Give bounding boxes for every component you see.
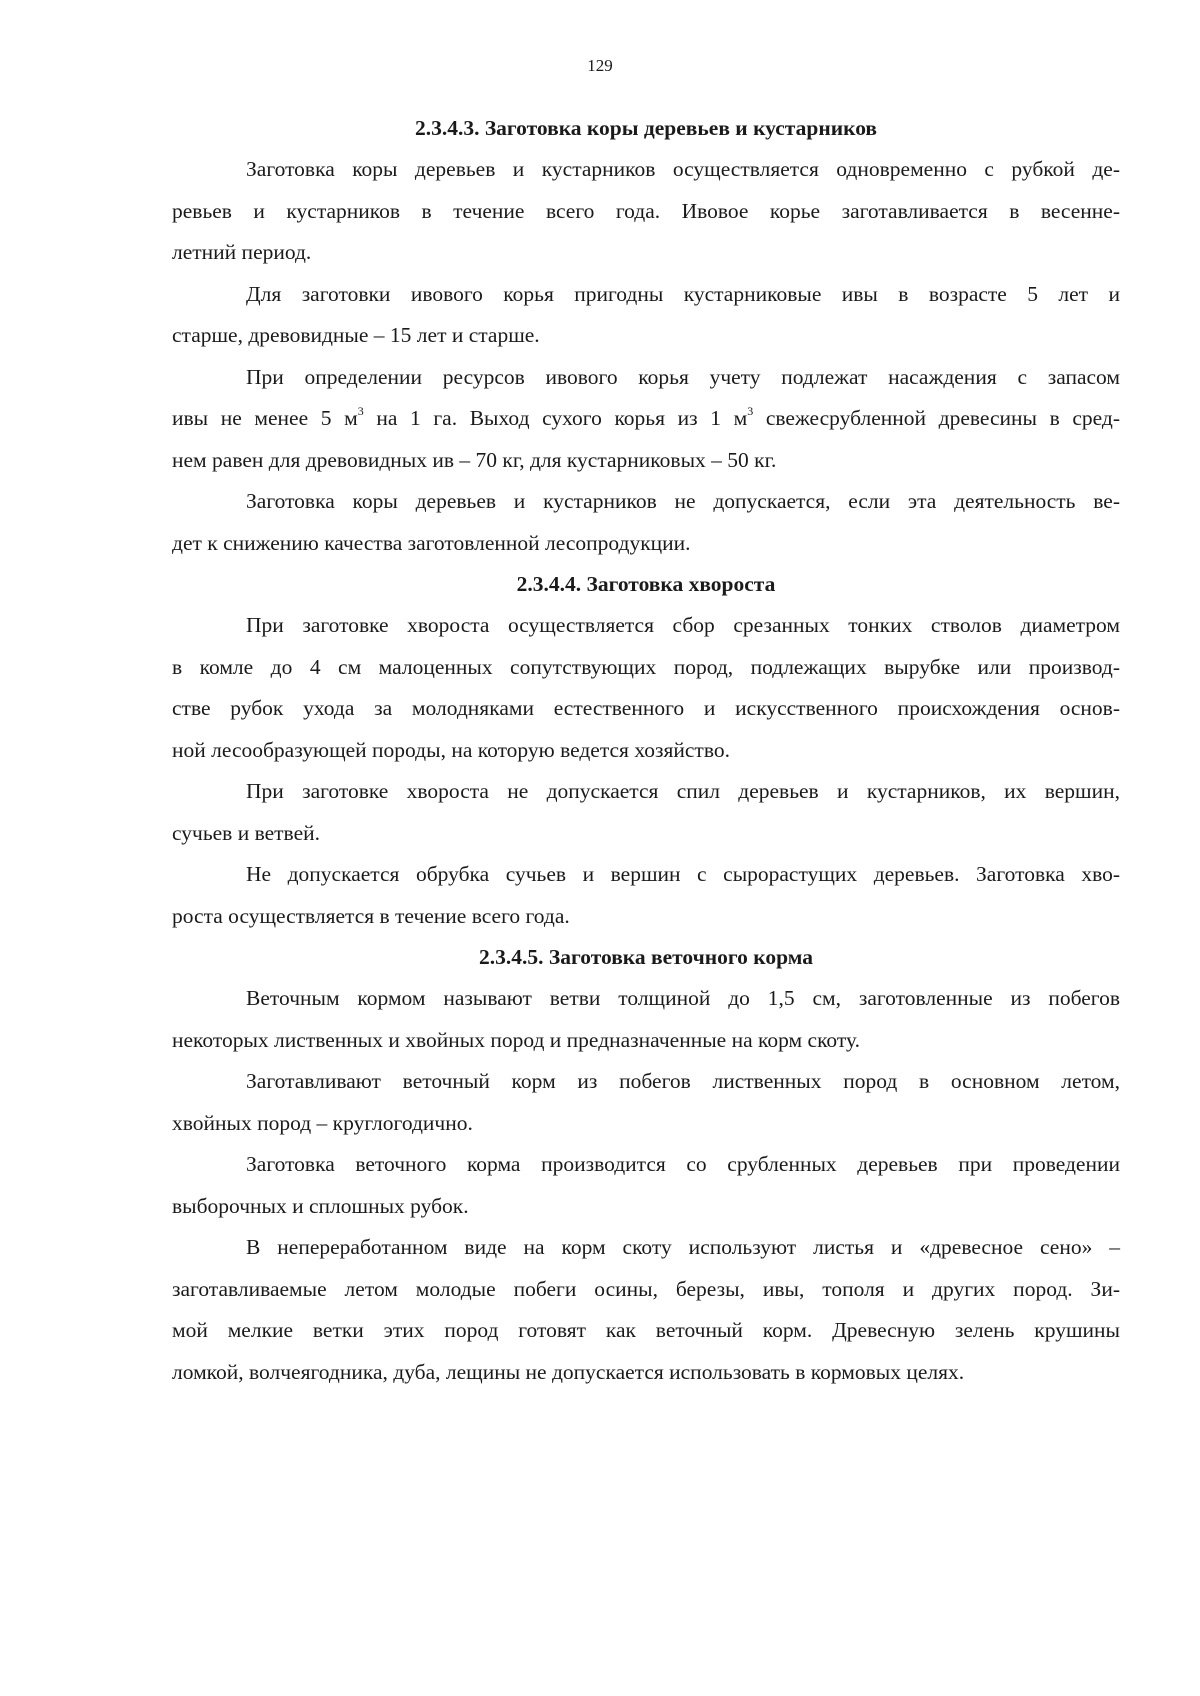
- text-line: Заготовка коры деревьев и кустарников не допускается, если эта деятельность ве-: [246, 489, 1120, 513]
- text-line: заготавливаемые летом молодые побеги осины, березы, ивы, тополя и других пород. Зи-: [172, 1276, 1120, 1301]
- paragraph: [172, 854, 1120, 937]
- paragraph: [172, 605, 1120, 771]
- text-line: При заготовке хвороста не допускается спил деревьев и кустарников, их вершин,: [246, 779, 1120, 803]
- text-line: При заготовке хвороста осуществляется сбор срезанных тонких стволов диаметром: [246, 613, 1120, 637]
- paragraph: [172, 357, 1120, 482]
- text-line: выборочных и сплошных рубок.: [172, 1193, 469, 1218]
- text-line: ревьев и кустарников в течение всего года. Ивовое корье заготавливается в весенне-: [172, 198, 1120, 223]
- text-fragment: на 1 га. Выход сухого корья из 1 м: [363, 406, 748, 430]
- paragraph: [172, 1061, 1120, 1144]
- paragraph: [172, 481, 1120, 564]
- text-line: Заготовка коры деревьев и кустарников осуществляется одновременно с рубкой де-: [246, 157, 1120, 181]
- text-line: хвойных пород – круглогодично.: [172, 1110, 473, 1135]
- text-line: мой мелкие ветки этих пород готовят как веточный корм. Древесную зелень крушины: [172, 1318, 1120, 1342]
- text-line: старше, древовидные – 15 лет и старше.: [172, 323, 540, 347]
- text-line: стве рубок ухода за молодняками естественного и искусственного происхождения основ-: [172, 696, 1120, 720]
- text-line: Заготовка веточного корма производится со срубленных деревьев при проведении: [246, 1152, 1120, 1176]
- paragraph: [172, 771, 1120, 854]
- text-line: некоторых лиственных и хвойных пород и предназначенные на корм скоту.: [172, 1027, 860, 1052]
- text-line: в комле до 4 см малоценных сопутствующих пород, подлежащих вырубке или производ-: [172, 654, 1120, 679]
- paragraph: [172, 274, 1120, 357]
- text-line: ломкой, волчеягодника, дуба, лещины не допускается использовать в кормовых целях.: [172, 1359, 965, 1384]
- superscript: 3: [357, 404, 364, 418]
- section-title-bark: 2.3.4.3. Заготовка коры деревьев и кустарников: [414, 116, 878, 140]
- text-fragment: свежесрубленной древесины в сред-: [753, 406, 1120, 430]
- text-fragment: ивы не менее 5 м: [172, 406, 358, 430]
- paragraph: [172, 1227, 1120, 1393]
- text-line: Заготавливают веточный корм из побегов лиственных пород в основном летом,: [246, 1069, 1120, 1093]
- section-title-twig-fodder: 2.3.4.5. Заготовка веточного корма: [479, 945, 813, 969]
- text-line: сучьев и ветвей.: [172, 820, 320, 845]
- paragraph: [172, 978, 1120, 1061]
- text-line: При определении ресурсов ивового корья учету подлежат насаждения с запасом: [246, 364, 1120, 389]
- text-line: В непереработанном виде на корм скоту используют листья и «древесное сено» –: [246, 1235, 1120, 1259]
- page-number: 129: [587, 56, 613, 75]
- text-line: дет к снижению качества заготовленной лесопродукции.: [172, 530, 691, 555]
- text-line: Для заготовки ивового корья пригодны кустарниковые ивы в возрасте 5 лет и: [246, 281, 1120, 306]
- paragraph: [172, 149, 1120, 274]
- text-line: роста осуществляется в течение всего года.: [172, 903, 570, 928]
- page-content: [172, 108, 1120, 1393]
- text-line: [172, 398, 1120, 440]
- section-title-brushwood: 2.3.4.4. Заготовка хвороста: [516, 572, 776, 596]
- text-line: летний период.: [172, 240, 312, 264]
- paragraph: [172, 1144, 1120, 1227]
- text-line: нем равен для древовидных ив – 70 кг, для кустарниковых – 50 кг.: [172, 447, 777, 472]
- text-line: ной лесообразующей породы, на которую ведется хозяйство.: [172, 737, 730, 762]
- text-line: Веточным кормом называют ветви толщиной до 1,5 см, заготовленные из побегов: [246, 986, 1120, 1010]
- superscript: 3: [747, 404, 754, 418]
- text-line: Не допускается обрубка сучьев и вершин с сырорастущих деревьев. Заготовка хво-: [246, 862, 1120, 886]
